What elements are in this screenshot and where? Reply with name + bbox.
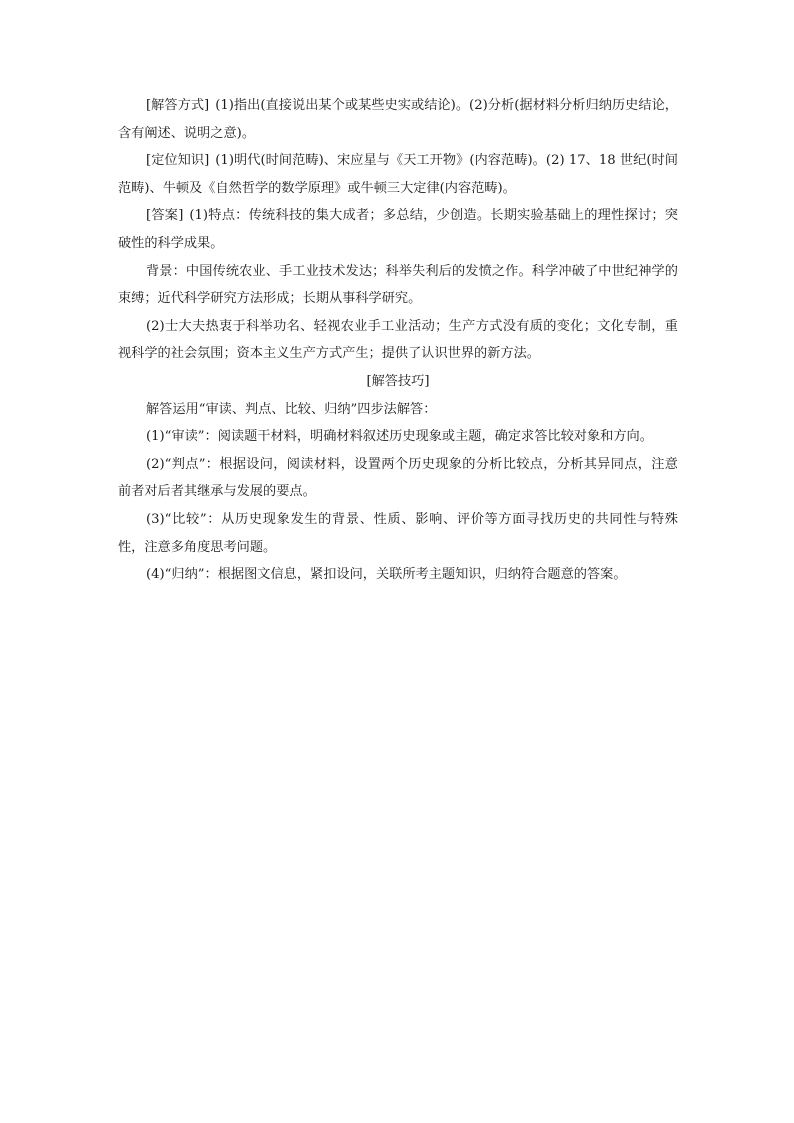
technique-intro: 解答运用“审读、判点、比较、归纳”四步法解答： [146,401,437,417]
answer-label: [答案] [146,208,184,224]
technique-step-1: (1)“审读”：阅读题干材料，明确材料叙述历史现象或主题，确定求答比较对象和方向。 [146,429,653,445]
answer-part2-paragraph: (2)士大夫热衷于科举功名、轻视农业手工业活动；生产方式没有质的变化；文化专制，重视科学的社会氛围；资本主义生产方式产生；提供了认识世界的新方法。 [118,318,678,362]
answer-background-paragraph: 背景：中国传统农业、手工业技术发达；科举失利后的发愤之作。科学冲破了中世纪神学的束缚；近代科学研究方法形成；长期从事科学研究。 [118,263,678,307]
technique-heading: [解答技巧] [366,373,430,389]
answer-method-label: [解答方式] [146,98,210,113]
answer-method-text: (1)指出(直接说出某个或某些史实或结论)。(2)分析(据材料分析归纳历史结论，含有阐述、说明之意)。 [118,98,678,141]
answer-paragraph [118,202,678,257]
document-body [118,92,678,589]
technique-step-3: (3)“比较”：从历史现象发生的背景、性质、影响、评价等方面寻找历史的共同性与特殊性，注意多角度思考问题。 [118,511,678,555]
technique-step-2: (2)“判点”：根据设问，阅读材料，设置两个历史现象的分析比较点，分析其异同点，注意前者对后者其继承与发展的要点。 [118,456,678,500]
positioning-paragraph [118,147,678,202]
positioning-text: (1)明代(时间范畴)、宋应星与《天工开物》(内容范畴)。(2) 17、18 世纪(时间范畴)、牛顿及《自然哲学的数学原理》或牛顿三大定律(内容范畴)。 [118,153,678,196]
positioning-label: [定位知识] [146,153,210,169]
answer-text: (1)特点：传统科技的集大成者；多总结，少创造。长期实验基础上的理性探讨；突破性的科学成果。 [118,208,678,251]
answer-method-paragraph [118,92,678,147]
technique-step-4: (4)“归纳”：根据图文信息，紧扣设问，关联所考主题知识，归纳符合题意的答案。 [146,567,627,583]
